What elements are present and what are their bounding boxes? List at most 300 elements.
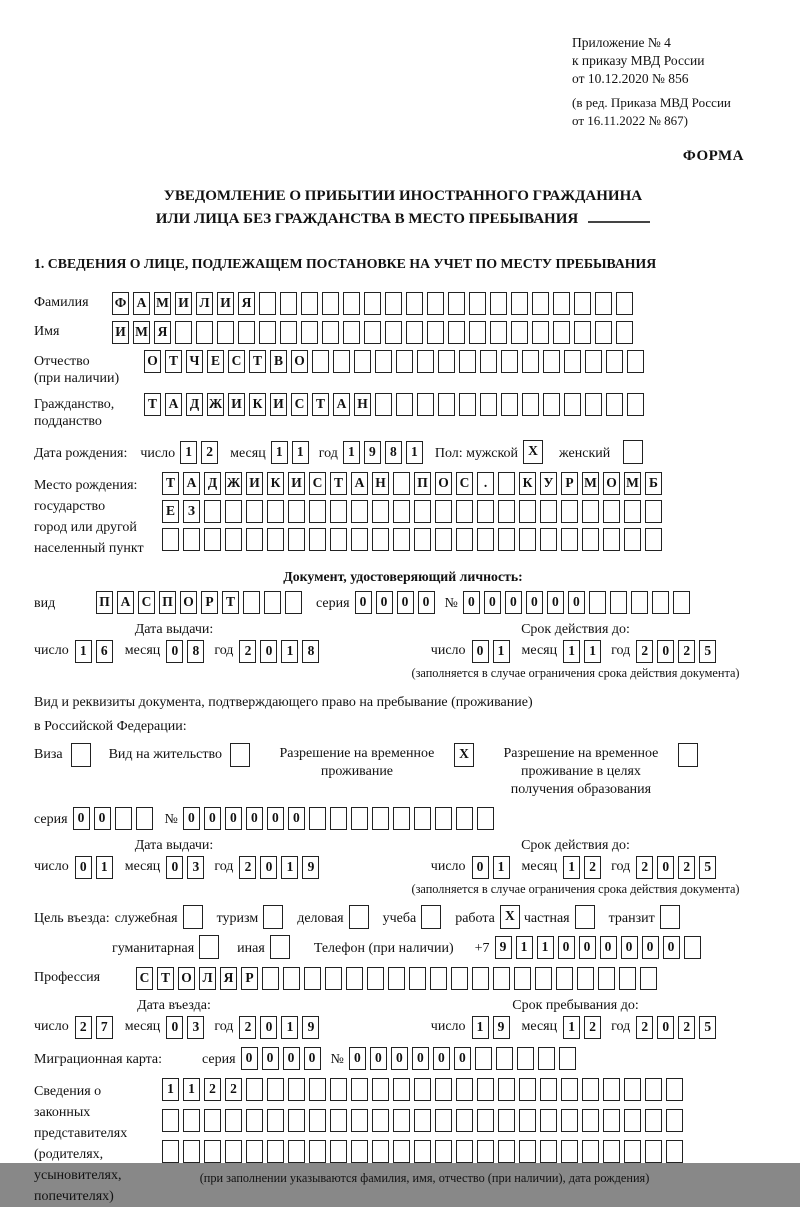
char-cell[interactable] — [559, 1047, 576, 1070]
char-cell[interactable] — [162, 528, 179, 551]
char-cell[interactable] — [115, 807, 132, 830]
char-cell[interactable]: 2 — [75, 1016, 92, 1039]
char-cell[interactable] — [225, 500, 242, 523]
char-cell[interactable] — [451, 967, 468, 990]
char-cell[interactable] — [267, 528, 284, 551]
char-cell[interactable] — [624, 1109, 641, 1132]
char-cell[interactable] — [603, 1109, 620, 1132]
char-cell[interactable]: Т — [312, 393, 329, 416]
char-cell[interactable] — [322, 292, 339, 315]
char-cell[interactable] — [556, 967, 573, 990]
char-cell[interactable]: 0 — [262, 1047, 279, 1070]
char-cell[interactable] — [393, 1140, 410, 1163]
char-cell[interactable]: А — [133, 292, 150, 315]
char-cell[interactable]: Я — [220, 967, 237, 990]
phone-cells[interactable] — [495, 936, 705, 959]
char-cell[interactable]: Е — [207, 350, 224, 373]
char-cell[interactable]: 6 — [96, 640, 113, 663]
char-cell[interactable]: 0 — [418, 591, 435, 614]
char-cell[interactable]: Н — [354, 393, 371, 416]
char-cell[interactable] — [225, 1109, 242, 1132]
char-cell[interactable] — [582, 1109, 599, 1132]
char-cell[interactable] — [414, 1140, 431, 1163]
char-cell[interactable] — [204, 1109, 221, 1132]
char-cell[interactable] — [585, 393, 602, 416]
char-cell[interactable] — [553, 321, 570, 344]
char-cell[interactable] — [645, 1109, 662, 1132]
char-cell[interactable] — [540, 1140, 557, 1163]
char-cell[interactable] — [330, 1140, 347, 1163]
char-cell[interactable]: 2 — [239, 1016, 256, 1039]
char-cell[interactable]: 9 — [364, 441, 381, 464]
char-cell[interactable] — [514, 967, 531, 990]
char-cell[interactable] — [246, 1109, 263, 1132]
char-cell[interactable] — [519, 1140, 536, 1163]
char-cell[interactable]: А — [351, 472, 368, 495]
char-cell[interactable]: 0 — [657, 640, 674, 663]
char-cell[interactable]: 2 — [584, 1016, 601, 1039]
char-cell[interactable]: 2 — [678, 1016, 695, 1039]
char-cell[interactable]: 0 — [505, 591, 522, 614]
char-cell[interactable]: X — [500, 905, 520, 929]
char-cell[interactable]: К — [267, 472, 284, 495]
char-cell[interactable] — [477, 1140, 494, 1163]
char-cell[interactable] — [631, 591, 648, 614]
char-cell[interactable]: И — [246, 472, 263, 495]
char-cell[interactable] — [409, 967, 426, 990]
char-cell[interactable] — [264, 591, 281, 614]
char-cell[interactable] — [288, 500, 305, 523]
residence-permit-checkbox[interactable] — [230, 743, 254, 767]
name-cells[interactable] — [112, 321, 637, 344]
char-cell[interactable] — [678, 743, 698, 767]
char-cell[interactable] — [414, 528, 431, 551]
char-cell[interactable]: 0 — [547, 591, 564, 614]
char-cell[interactable] — [490, 321, 507, 344]
char-cell[interactable] — [616, 321, 633, 344]
char-cell[interactable]: 2 — [636, 1016, 653, 1039]
char-cell[interactable] — [595, 292, 612, 315]
char-cell[interactable]: 0 — [558, 936, 575, 959]
char-cell[interactable] — [561, 1140, 578, 1163]
char-cell[interactable] — [262, 967, 279, 990]
migration-series-cells[interactable] — [241, 1047, 325, 1070]
char-cell[interactable] — [71, 743, 91, 767]
char-cell[interactable] — [666, 1109, 683, 1132]
char-cell[interactable] — [259, 292, 276, 315]
char-cell[interactable]: Т — [162, 472, 179, 495]
char-cell[interactable] — [640, 967, 657, 990]
char-cell[interactable]: 0 — [204, 807, 221, 830]
char-cell[interactable] — [330, 500, 347, 523]
char-cell[interactable]: 1 — [584, 640, 601, 663]
char-cell[interactable] — [540, 1078, 557, 1101]
purpose-official-checkbox[interactable] — [183, 905, 207, 929]
char-cell[interactable]: К — [249, 393, 266, 416]
char-cell[interactable] — [438, 350, 455, 373]
char-cell[interactable] — [561, 1109, 578, 1132]
char-cell[interactable] — [421, 905, 441, 929]
char-cell[interactable] — [325, 967, 342, 990]
char-cell[interactable] — [645, 1078, 662, 1101]
purpose-private-checkbox[interactable] — [575, 905, 599, 929]
char-cell[interactable]: С — [456, 472, 473, 495]
char-cell[interactable]: 0 — [568, 591, 585, 614]
char-cell[interactable]: И — [228, 393, 245, 416]
purpose-business-checkbox[interactable] — [349, 905, 373, 929]
char-cell[interactable] — [330, 807, 347, 830]
char-cell[interactable]: М — [133, 321, 150, 344]
char-cell[interactable] — [414, 1078, 431, 1101]
char-cell[interactable]: 1 — [183, 1078, 200, 1101]
char-cell[interactable] — [199, 935, 219, 959]
residence-series-cells[interactable] — [73, 807, 157, 830]
char-cell[interactable]: М — [154, 292, 171, 315]
title-blank-underline[interactable] — [588, 211, 650, 223]
char-cell[interactable] — [246, 1078, 263, 1101]
entry-month-cells[interactable] — [166, 1016, 208, 1039]
char-cell[interactable] — [136, 807, 153, 830]
char-cell[interactable]: 0 — [412, 1047, 429, 1070]
char-cell[interactable] — [393, 528, 410, 551]
char-cell[interactable]: 2 — [239, 856, 256, 879]
char-cell[interactable]: Е — [162, 500, 179, 523]
char-cell[interactable] — [456, 1078, 473, 1101]
visa-checkbox[interactable] — [71, 743, 95, 767]
char-cell[interactable]: 0 — [397, 591, 414, 614]
char-cell[interactable] — [598, 967, 615, 990]
char-cell[interactable]: 0 — [246, 807, 263, 830]
char-cell[interactable]: К — [519, 472, 536, 495]
char-cell[interactable] — [351, 1140, 368, 1163]
char-cell[interactable]: Б — [645, 472, 662, 495]
char-cell[interactable]: 0 — [355, 591, 372, 614]
purpose-tourism-checkbox[interactable] — [263, 905, 287, 929]
char-cell[interactable] — [519, 1109, 536, 1132]
char-cell[interactable] — [246, 500, 263, 523]
char-cell[interactable] — [259, 321, 276, 344]
temporary-residence-checkbox[interactable] — [454, 743, 478, 767]
char-cell[interactable] — [372, 1109, 389, 1132]
char-cell[interactable] — [498, 1109, 515, 1132]
char-cell[interactable]: 2 — [239, 640, 256, 663]
char-cell[interactable]: О — [435, 472, 452, 495]
char-cell[interactable] — [511, 321, 528, 344]
birth-month-cells[interactable] — [271, 441, 313, 464]
char-cell[interactable] — [309, 500, 326, 523]
char-cell[interactable] — [430, 967, 447, 990]
char-cell[interactable] — [330, 1109, 347, 1132]
char-cell[interactable]: О — [291, 350, 308, 373]
char-cell[interactable] — [385, 292, 402, 315]
char-cell[interactable]: 0 — [260, 856, 277, 879]
char-cell[interactable]: О — [178, 967, 195, 990]
char-cell[interactable] — [498, 472, 515, 495]
char-cell[interactable]: 0 — [433, 1047, 450, 1070]
char-cell[interactable] — [309, 528, 326, 551]
char-cell[interactable] — [645, 500, 662, 523]
stay-day-cells[interactable] — [472, 1016, 514, 1039]
char-cell[interactable]: У — [540, 472, 557, 495]
char-cell[interactable] — [364, 321, 381, 344]
char-cell[interactable]: 5 — [699, 640, 716, 663]
char-cell[interactable] — [351, 500, 368, 523]
patronymic-cells[interactable] — [144, 350, 648, 373]
char-cell[interactable] — [540, 500, 557, 523]
char-cell[interactable]: 8 — [385, 441, 402, 464]
char-cell[interactable]: Т — [157, 967, 174, 990]
char-cell[interactable]: 0 — [94, 807, 111, 830]
char-cell[interactable] — [304, 967, 321, 990]
char-cell[interactable] — [603, 1078, 620, 1101]
char-cell[interactable]: А — [333, 393, 350, 416]
char-cell[interactable]: X — [454, 743, 474, 767]
char-cell[interactable]: 0 — [260, 640, 277, 663]
surname-cells[interactable] — [112, 292, 637, 315]
char-cell[interactable]: 0 — [600, 936, 617, 959]
char-cell[interactable]: 2 — [225, 1078, 242, 1101]
char-cell[interactable] — [367, 967, 384, 990]
entry-day-cells[interactable] — [75, 1016, 117, 1039]
char-cell[interactable] — [627, 350, 644, 373]
purpose-work-checkbox[interactable] — [500, 905, 524, 929]
char-cell[interactable] — [330, 1078, 347, 1101]
char-cell[interactable] — [351, 1078, 368, 1101]
char-cell[interactable]: 1 — [406, 441, 423, 464]
char-cell[interactable]: 1 — [281, 1016, 298, 1039]
char-cell[interactable] — [519, 500, 536, 523]
char-cell[interactable] — [575, 905, 595, 929]
char-cell[interactable] — [624, 1078, 641, 1101]
char-cell[interactable]: 0 — [267, 807, 284, 830]
char-cell[interactable]: 7 — [96, 1016, 113, 1039]
char-cell[interactable]: 0 — [283, 1047, 300, 1070]
char-cell[interactable] — [285, 591, 302, 614]
purpose-transit-checkbox[interactable] — [660, 905, 684, 929]
char-cell[interactable]: 9 — [302, 856, 319, 879]
char-cell[interactable] — [435, 807, 452, 830]
char-cell[interactable] — [351, 1109, 368, 1132]
char-cell[interactable] — [406, 292, 423, 315]
char-cell[interactable] — [435, 1078, 452, 1101]
char-cell[interactable] — [448, 292, 465, 315]
char-cell[interactable] — [511, 292, 528, 315]
char-cell[interactable]: Т — [144, 393, 161, 416]
char-cell[interactable]: О — [180, 591, 197, 614]
char-cell[interactable] — [204, 1140, 221, 1163]
char-cell[interactable] — [406, 321, 423, 344]
char-cell[interactable] — [288, 1109, 305, 1132]
char-cell[interactable] — [288, 1078, 305, 1101]
char-cell[interactable] — [624, 500, 641, 523]
residence-issue-month-cells[interactable] — [166, 856, 208, 879]
char-cell[interactable]: И — [112, 321, 129, 344]
char-cell[interactable]: 0 — [621, 936, 638, 959]
birth-place-cells-2[interactable] — [162, 500, 666, 523]
char-cell[interactable]: Т — [165, 350, 182, 373]
char-cell[interactable] — [561, 500, 578, 523]
char-cell[interactable]: 8 — [302, 640, 319, 663]
char-cell[interactable]: 2 — [204, 1078, 221, 1101]
char-cell[interactable]: 1 — [493, 856, 510, 879]
char-cell[interactable] — [393, 500, 410, 523]
char-cell[interactable] — [603, 500, 620, 523]
char-cell[interactable] — [217, 321, 234, 344]
char-cell[interactable] — [414, 500, 431, 523]
expiry-day-cells[interactable] — [472, 640, 514, 663]
sex-female-checkbox[interactable] — [623, 440, 647, 464]
char-cell[interactable] — [351, 528, 368, 551]
char-cell[interactable]: 0 — [463, 591, 480, 614]
char-cell[interactable] — [619, 967, 636, 990]
sex-male-checkbox[interactable] — [523, 440, 547, 464]
char-cell[interactable]: 0 — [225, 807, 242, 830]
char-cell[interactable] — [288, 1140, 305, 1163]
char-cell[interactable]: Д — [204, 472, 221, 495]
char-cell[interactable] — [385, 321, 402, 344]
char-cell[interactable]: Т — [330, 472, 347, 495]
char-cell[interactable] — [162, 1109, 179, 1132]
purpose-humanitarian-checkbox[interactable] — [199, 935, 223, 959]
char-cell[interactable] — [603, 1140, 620, 1163]
char-cell[interactable] — [477, 807, 494, 830]
char-cell[interactable] — [538, 1047, 555, 1070]
char-cell[interactable] — [343, 321, 360, 344]
char-cell[interactable]: С — [291, 393, 308, 416]
char-cell[interactable]: Ж — [225, 472, 242, 495]
char-cell[interactable] — [517, 1047, 534, 1070]
char-cell[interactable] — [343, 292, 360, 315]
char-cell[interactable]: 0 — [472, 640, 489, 663]
char-cell[interactable] — [582, 1078, 599, 1101]
char-cell[interactable] — [393, 1109, 410, 1132]
char-cell[interactable] — [624, 1140, 641, 1163]
char-cell[interactable]: 1 — [292, 441, 309, 464]
char-cell[interactable] — [183, 905, 203, 929]
char-cell[interactable]: 0 — [166, 856, 183, 879]
char-cell[interactable] — [246, 528, 263, 551]
char-cell[interactable]: X — [523, 440, 543, 464]
char-cell[interactable] — [610, 591, 627, 614]
char-cell[interactable]: 1 — [281, 640, 298, 663]
char-cell[interactable] — [417, 393, 434, 416]
char-cell[interactable] — [519, 528, 536, 551]
char-cell[interactable] — [349, 905, 369, 929]
char-cell[interactable] — [582, 500, 599, 523]
char-cell[interactable]: В — [270, 350, 287, 373]
entry-year-cells[interactable] — [239, 1016, 323, 1039]
purpose-study-checkbox[interactable] — [421, 905, 445, 929]
char-cell[interactable] — [606, 393, 623, 416]
char-cell[interactable]: Ч — [186, 350, 203, 373]
char-cell[interactable]: 1 — [563, 1016, 580, 1039]
char-cell[interactable] — [616, 292, 633, 315]
char-cell[interactable]: П — [96, 591, 113, 614]
char-cell[interactable] — [627, 393, 644, 416]
char-cell[interactable] — [204, 528, 221, 551]
char-cell[interactable] — [263, 905, 283, 929]
char-cell[interactable]: С — [228, 350, 245, 373]
char-cell[interactable] — [666, 1078, 683, 1101]
char-cell[interactable] — [564, 393, 581, 416]
char-cell[interactable] — [595, 321, 612, 344]
birth-year-cells[interactable] — [343, 441, 427, 464]
char-cell[interactable]: 0 — [663, 936, 680, 959]
char-cell[interactable] — [243, 591, 260, 614]
expiry-month-cells[interactable] — [563, 640, 605, 663]
char-cell[interactable]: 5 — [699, 1016, 716, 1039]
char-cell[interactable]: 0 — [288, 807, 305, 830]
char-cell[interactable] — [456, 1109, 473, 1132]
char-cell[interactable]: 2 — [201, 441, 218, 464]
char-cell[interactable]: 1 — [96, 856, 113, 879]
char-cell[interactable] — [417, 350, 434, 373]
residence-issue-year-cells[interactable] — [239, 856, 323, 879]
char-cell[interactable] — [414, 1109, 431, 1132]
char-cell[interactable] — [175, 321, 192, 344]
char-cell[interactable]: 3 — [187, 1016, 204, 1039]
char-cell[interactable]: Р — [561, 472, 578, 495]
stay-year-cells[interactable] — [636, 1016, 720, 1039]
char-cell[interactable] — [574, 321, 591, 344]
char-cell[interactable]: Л — [196, 292, 213, 315]
char-cell[interactable] — [312, 350, 329, 373]
char-cell[interactable] — [498, 1078, 515, 1101]
char-cell[interactable]: 1 — [563, 856, 580, 879]
char-cell[interactable] — [438, 393, 455, 416]
char-cell[interactable] — [582, 528, 599, 551]
char-cell[interactable]: 1 — [563, 640, 580, 663]
char-cell[interactable]: 1 — [472, 1016, 489, 1039]
char-cell[interactable]: 0 — [642, 936, 659, 959]
char-cell[interactable]: П — [414, 472, 431, 495]
char-cell[interactable]: И — [270, 393, 287, 416]
doc-kind-cells[interactable] — [96, 591, 306, 614]
char-cell[interactable] — [375, 350, 392, 373]
char-cell[interactable] — [477, 1078, 494, 1101]
char-cell[interactable] — [498, 528, 515, 551]
char-cell[interactable] — [561, 1078, 578, 1101]
char-cell[interactable] — [280, 292, 297, 315]
char-cell[interactable] — [498, 500, 515, 523]
char-cell[interactable] — [225, 528, 242, 551]
char-cell[interactable]: С — [136, 967, 153, 990]
char-cell[interactable]: 2 — [636, 856, 653, 879]
char-cell[interactable] — [480, 393, 497, 416]
char-cell[interactable]: 3 — [187, 856, 204, 879]
char-cell[interactable] — [501, 350, 518, 373]
char-cell[interactable]: А — [117, 591, 134, 614]
char-cell[interactable] — [577, 967, 594, 990]
issue-month-cells[interactable] — [166, 640, 208, 663]
char-cell[interactable] — [162, 1140, 179, 1163]
char-cell[interactable] — [396, 350, 413, 373]
char-cell[interactable] — [183, 1140, 200, 1163]
char-cell[interactable]: 1 — [516, 936, 533, 959]
char-cell[interactable] — [309, 1109, 326, 1132]
char-cell[interactable]: 1 — [343, 441, 360, 464]
char-cell[interactable]: 5 — [699, 856, 716, 879]
char-cell[interactable] — [660, 905, 680, 929]
char-cell[interactable] — [469, 292, 486, 315]
char-cell[interactable] — [388, 967, 405, 990]
char-cell[interactable] — [246, 1140, 263, 1163]
char-cell[interactable] — [435, 528, 452, 551]
char-cell[interactable] — [603, 528, 620, 551]
char-cell[interactable] — [519, 1078, 536, 1101]
char-cell[interactable]: 0 — [241, 1047, 258, 1070]
char-cell[interactable]: С — [138, 591, 155, 614]
